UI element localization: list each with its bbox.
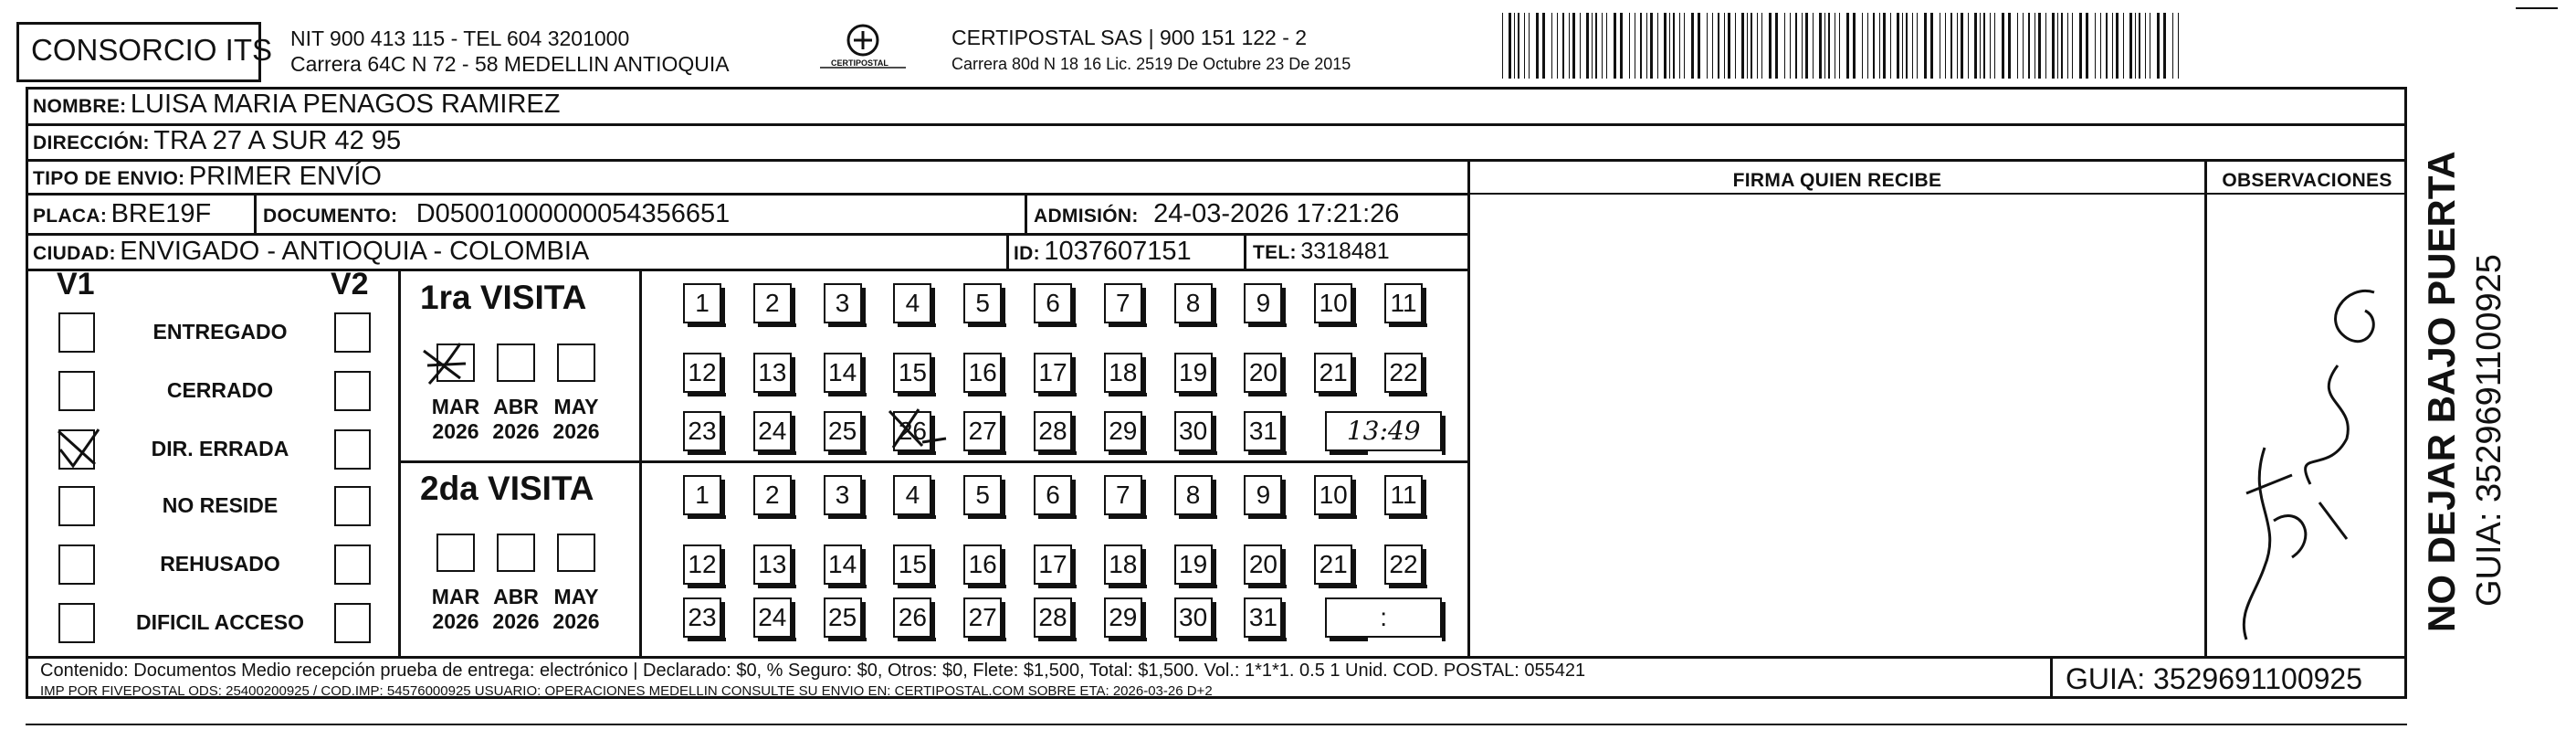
brand-name: CONSORCIO ITS bbox=[31, 33, 273, 67]
day-box[interactable]: 14 bbox=[824, 544, 862, 585]
month-label bbox=[484, 585, 548, 634]
month-label bbox=[544, 395, 608, 444]
status-v2-checkbox[interactable] bbox=[334, 486, 371, 526]
day-box[interactable]: 18 bbox=[1104, 353, 1142, 393]
col-divider bbox=[1467, 159, 1470, 656]
col-divider bbox=[1006, 233, 1009, 269]
row-divider bbox=[26, 159, 2407, 162]
second-visit-time-box[interactable]: : bbox=[1325, 597, 1442, 638]
day-box[interactable]: 27 bbox=[963, 597, 1002, 638]
address-label: DIRECCIÓN: bbox=[33, 132, 150, 153]
city-cell bbox=[33, 237, 589, 267]
status-v1-checkbox[interactable] bbox=[58, 312, 95, 353]
day-box[interactable]: 17 bbox=[1034, 353, 1072, 393]
day-box[interactable]: 4 bbox=[893, 475, 931, 515]
status-v2-checkbox[interactable] bbox=[334, 544, 371, 585]
company-address: Carrera 64C N 72 - 58 MEDELLIN ANTIOQUIA bbox=[290, 52, 730, 76]
status-label: DIR. ERRADA bbox=[151, 437, 289, 460]
name-label: NOMBRE: bbox=[33, 96, 127, 117]
month-name: MAY bbox=[553, 395, 599, 418]
second-visit-title: 2da VISITA bbox=[420, 470, 594, 507]
footer-guide: GUIA: 3529691100925 bbox=[2066, 662, 2362, 695]
day-box[interactable]: 25 bbox=[824, 411, 862, 451]
month-checkbox-abr[interactable] bbox=[497, 534, 535, 572]
document-cell bbox=[263, 199, 730, 229]
shipment-type-label: TIPO DE ENVIO: bbox=[33, 168, 185, 189]
day-box[interactable]: 5 bbox=[963, 475, 1002, 515]
month-name: ABR bbox=[493, 585, 539, 608]
col-divider bbox=[1244, 233, 1246, 269]
day-box[interactable]: 1 bbox=[683, 283, 721, 323]
signature-header: FIRMA QUIEN RECIBE bbox=[1732, 170, 1942, 191]
col-divider bbox=[254, 193, 257, 233]
carrier-name: CERTIPOSTAL SAS | 900 151 122 - 2 bbox=[952, 26, 1308, 49]
day-box[interactable]: 18 bbox=[1104, 544, 1142, 585]
corner-mark bbox=[2516, 7, 2558, 9]
day-box[interactable]: 31 bbox=[1244, 411, 1282, 451]
day-box[interactable]: 28 bbox=[1034, 411, 1072, 451]
handwritten-day-strike bbox=[886, 406, 950, 453]
first-visit-title: 1ra VISITA bbox=[420, 279, 587, 316]
id-label: ID: bbox=[1014, 243, 1040, 264]
document-label: DOCUMENTO: bbox=[263, 206, 398, 227]
v2-label: V2 bbox=[331, 267, 369, 301]
observations-header: OBSERVACIONES bbox=[2222, 170, 2392, 191]
month-label bbox=[424, 585, 488, 634]
day-box[interactable]: 12 bbox=[683, 544, 721, 585]
day-box[interactable]: 2 bbox=[753, 283, 792, 323]
plate-label: PLACA: bbox=[33, 206, 108, 227]
company-nit: NIT 900 413 115 - TEL 604 3201000 bbox=[290, 26, 630, 50]
month-year: 2026 bbox=[492, 609, 540, 633]
col-divider bbox=[2204, 159, 2207, 656]
city-label: CIUDAD: bbox=[33, 243, 116, 264]
day-box[interactable]: 8 bbox=[1174, 475, 1213, 515]
day-box[interactable]: 26 bbox=[893, 411, 931, 451]
status-v1-checkbox[interactable] bbox=[58, 486, 95, 526]
month-checkbox-mar[interactable] bbox=[436, 534, 475, 572]
day-box[interactable]: 19 bbox=[1174, 353, 1213, 393]
day-box[interactable]: 22 bbox=[1384, 353, 1423, 393]
day-box[interactable]: 11 bbox=[1384, 475, 1423, 515]
day-box[interactable]: 6 bbox=[1034, 283, 1072, 323]
document-value: D05001000000054356651 bbox=[415, 199, 731, 228]
status-v1-checkbox[interactable] bbox=[58, 603, 95, 643]
id-cell bbox=[1014, 237, 1192, 267]
admission-label: ADMISIÓN: bbox=[1034, 206, 1139, 227]
admission-cell bbox=[1034, 199, 1399, 229]
plate-cell bbox=[33, 199, 211, 229]
footer-contents: Contenido: Documentos Medio recepción prueba de entrega: electrónico | Declarado: $0, % Seguro: $0, Otros: $0, Flete: $1,500, Total: $1,500. Vol.: 1*1*1. 0.5 1 Unid. COD. POSTAL: 055421 bbox=[40, 661, 1586, 681]
status-v2-checkbox[interactable] bbox=[334, 312, 371, 353]
handwritten-status-check bbox=[53, 422, 104, 473]
handwritten-check-mark bbox=[418, 338, 473, 393]
month-label bbox=[484, 395, 548, 444]
side-guide: GUIA: 3529691100925 bbox=[2470, 254, 2508, 607]
month-checkbox-abr[interactable] bbox=[497, 344, 535, 382]
day-box[interactable]: 20 bbox=[1244, 544, 1282, 585]
col-divider bbox=[2050, 656, 2053, 699]
admission-value: 24-03-2026 17:21:26 bbox=[1153, 199, 1400, 228]
day-box[interactable]: 6 bbox=[1034, 475, 1072, 515]
day-box[interactable]: 27 bbox=[963, 411, 1002, 451]
carrier-logo-icon bbox=[813, 20, 913, 79]
day-box[interactable]: 13 bbox=[753, 544, 792, 585]
day-box[interactable]: 5 bbox=[963, 283, 1002, 323]
footer-bottom-line bbox=[26, 724, 2407, 725]
day-box[interactable]: 1 bbox=[683, 475, 721, 515]
month-name: MAY bbox=[553, 585, 599, 608]
day-box[interactable]: 8 bbox=[1174, 283, 1213, 323]
status-v2-checkbox[interactable] bbox=[334, 371, 371, 411]
col-divider bbox=[1025, 193, 1027, 233]
day-box[interactable]: 15 bbox=[893, 353, 931, 393]
day-box[interactable]: 20 bbox=[1244, 353, 1282, 393]
day-box[interactable]: 15 bbox=[893, 544, 931, 585]
name-value: LUISA MARIA PENAGOS RAMIREZ bbox=[130, 90, 561, 119]
row-divider bbox=[1467, 193, 2407, 195]
first-visit-time-box[interactable]: 13:49 bbox=[1325, 411, 1442, 451]
day-box[interactable]: 25 bbox=[824, 597, 862, 638]
day-box[interactable]: 30 bbox=[1174, 597, 1213, 638]
barcode bbox=[1502, 13, 2187, 79]
shipment-type-value: PRIMER ENVÍO bbox=[188, 162, 382, 191]
month-label bbox=[544, 585, 608, 634]
tel-value: 3318481 bbox=[1300, 238, 1390, 264]
day-box[interactable]: 13 bbox=[753, 353, 792, 393]
status-label: DIFICIL ACCESO bbox=[135, 610, 304, 634]
day-box[interactable]: 23 bbox=[683, 597, 721, 638]
id-value: 1037607151 bbox=[1044, 237, 1192, 266]
month-year: 2026 bbox=[552, 609, 600, 633]
day-box[interactable]: 21 bbox=[1314, 353, 1352, 393]
side-warning: NO DEJAR BAJO PUERTA bbox=[2420, 151, 2463, 632]
status-label: REHUSADO bbox=[160, 552, 280, 576]
address-row bbox=[33, 126, 401, 156]
day-box[interactable]: 29 bbox=[1104, 597, 1142, 638]
carrier-address: Carrera 80d N 18 16 Lic. 2519 De Octubre 23 De 2015 bbox=[952, 55, 1351, 73]
tel-cell bbox=[1253, 238, 1390, 265]
day-box[interactable]: 19 bbox=[1174, 544, 1213, 585]
plate-value: BRE19F bbox=[110, 199, 212, 228]
row-divider bbox=[26, 233, 1470, 236]
carrier-logo-text: CERTIPOSTAL bbox=[831, 58, 888, 68]
day-box[interactable]: 14 bbox=[824, 353, 862, 393]
row-divider bbox=[26, 193, 1470, 196]
day-box[interactable]: 21 bbox=[1314, 544, 1352, 585]
day-box[interactable]: 2 bbox=[753, 475, 792, 515]
status-v2-checkbox[interactable] bbox=[334, 429, 371, 470]
month-year: 2026 bbox=[492, 419, 540, 443]
status-v1-checkbox[interactable] bbox=[58, 371, 95, 411]
recipient-signature-icon bbox=[2210, 265, 2411, 649]
row-divider bbox=[26, 269, 1470, 271]
day-box[interactable]: 12 bbox=[683, 353, 721, 393]
row-divider bbox=[398, 460, 1470, 463]
status-v1-checkbox[interactable] bbox=[58, 544, 95, 585]
month-year: 2026 bbox=[552, 419, 600, 443]
day-box[interactable]: 9 bbox=[1244, 283, 1282, 323]
tel-label: TEL: bbox=[1253, 242, 1297, 263]
day-box[interactable]: 10 bbox=[1314, 475, 1352, 515]
day-box[interactable]: 16 bbox=[963, 544, 1002, 585]
day-box[interactable]: 7 bbox=[1104, 475, 1142, 515]
day-box[interactable]: 26 bbox=[893, 597, 931, 638]
name-row bbox=[33, 90, 560, 120]
status-label: CERRADO bbox=[166, 378, 274, 402]
footer-print-info: IMP POR FIVEPOSTAL ODS: 25400200925 / COD.IMP: 54576000925 USUARIO: OPERACIONES MEDELLIN CONSULTE SU ENVIO EN: CERTIPOSTAL.COM SOBRE ETA: 2026-03-26 D+2 bbox=[40, 683, 1213, 699]
day-box[interactable]: 17 bbox=[1034, 544, 1072, 585]
barcode-icon bbox=[1502, 13, 2187, 79]
carrier-logo bbox=[813, 20, 913, 79]
status-v2-checkbox[interactable] bbox=[334, 603, 371, 643]
month-name: MAR bbox=[431, 585, 480, 608]
day-box[interactable]: 4 bbox=[893, 283, 931, 323]
month-label bbox=[424, 395, 488, 444]
month-year: 2026 bbox=[432, 419, 479, 443]
day-box[interactable]: 3 bbox=[824, 475, 862, 515]
day-box[interactable]: 31 bbox=[1244, 597, 1282, 638]
day-box[interactable]: 9 bbox=[1244, 475, 1282, 515]
day-box[interactable]: 23 bbox=[683, 411, 721, 451]
day-box[interactable]: 16 bbox=[963, 353, 1002, 393]
day-box[interactable]: 30 bbox=[1174, 411, 1213, 451]
month-name: MAR bbox=[431, 395, 480, 418]
shipment-type-row bbox=[33, 162, 382, 192]
day-box[interactable]: 22 bbox=[1384, 544, 1423, 585]
status-label: ENTREGADO bbox=[152, 320, 288, 344]
day-box[interactable]: 28 bbox=[1034, 597, 1072, 638]
month-checkbox-may[interactable] bbox=[557, 534, 595, 572]
day-box[interactable]: 29 bbox=[1104, 411, 1142, 451]
month-name: ABR bbox=[493, 395, 539, 418]
month-checkbox-may[interactable] bbox=[557, 344, 595, 382]
month-year: 2026 bbox=[432, 609, 479, 633]
city-value: ENVIGADO - ANTIOQUIA - COLOMBIA bbox=[120, 237, 590, 266]
day-box[interactable]: 24 bbox=[753, 597, 792, 638]
day-box[interactable]: 3 bbox=[824, 283, 862, 323]
status-label: NO RESIDE bbox=[162, 493, 279, 517]
day-box[interactable]: 7 bbox=[1104, 283, 1142, 323]
v1-label: V1 bbox=[57, 267, 95, 301]
address-value: TRA 27 A SUR 42 95 bbox=[153, 126, 402, 155]
day-box[interactable]: 10 bbox=[1314, 283, 1352, 323]
day-box[interactable]: 11 bbox=[1384, 283, 1423, 323]
day-box[interactable]: 24 bbox=[753, 411, 792, 451]
